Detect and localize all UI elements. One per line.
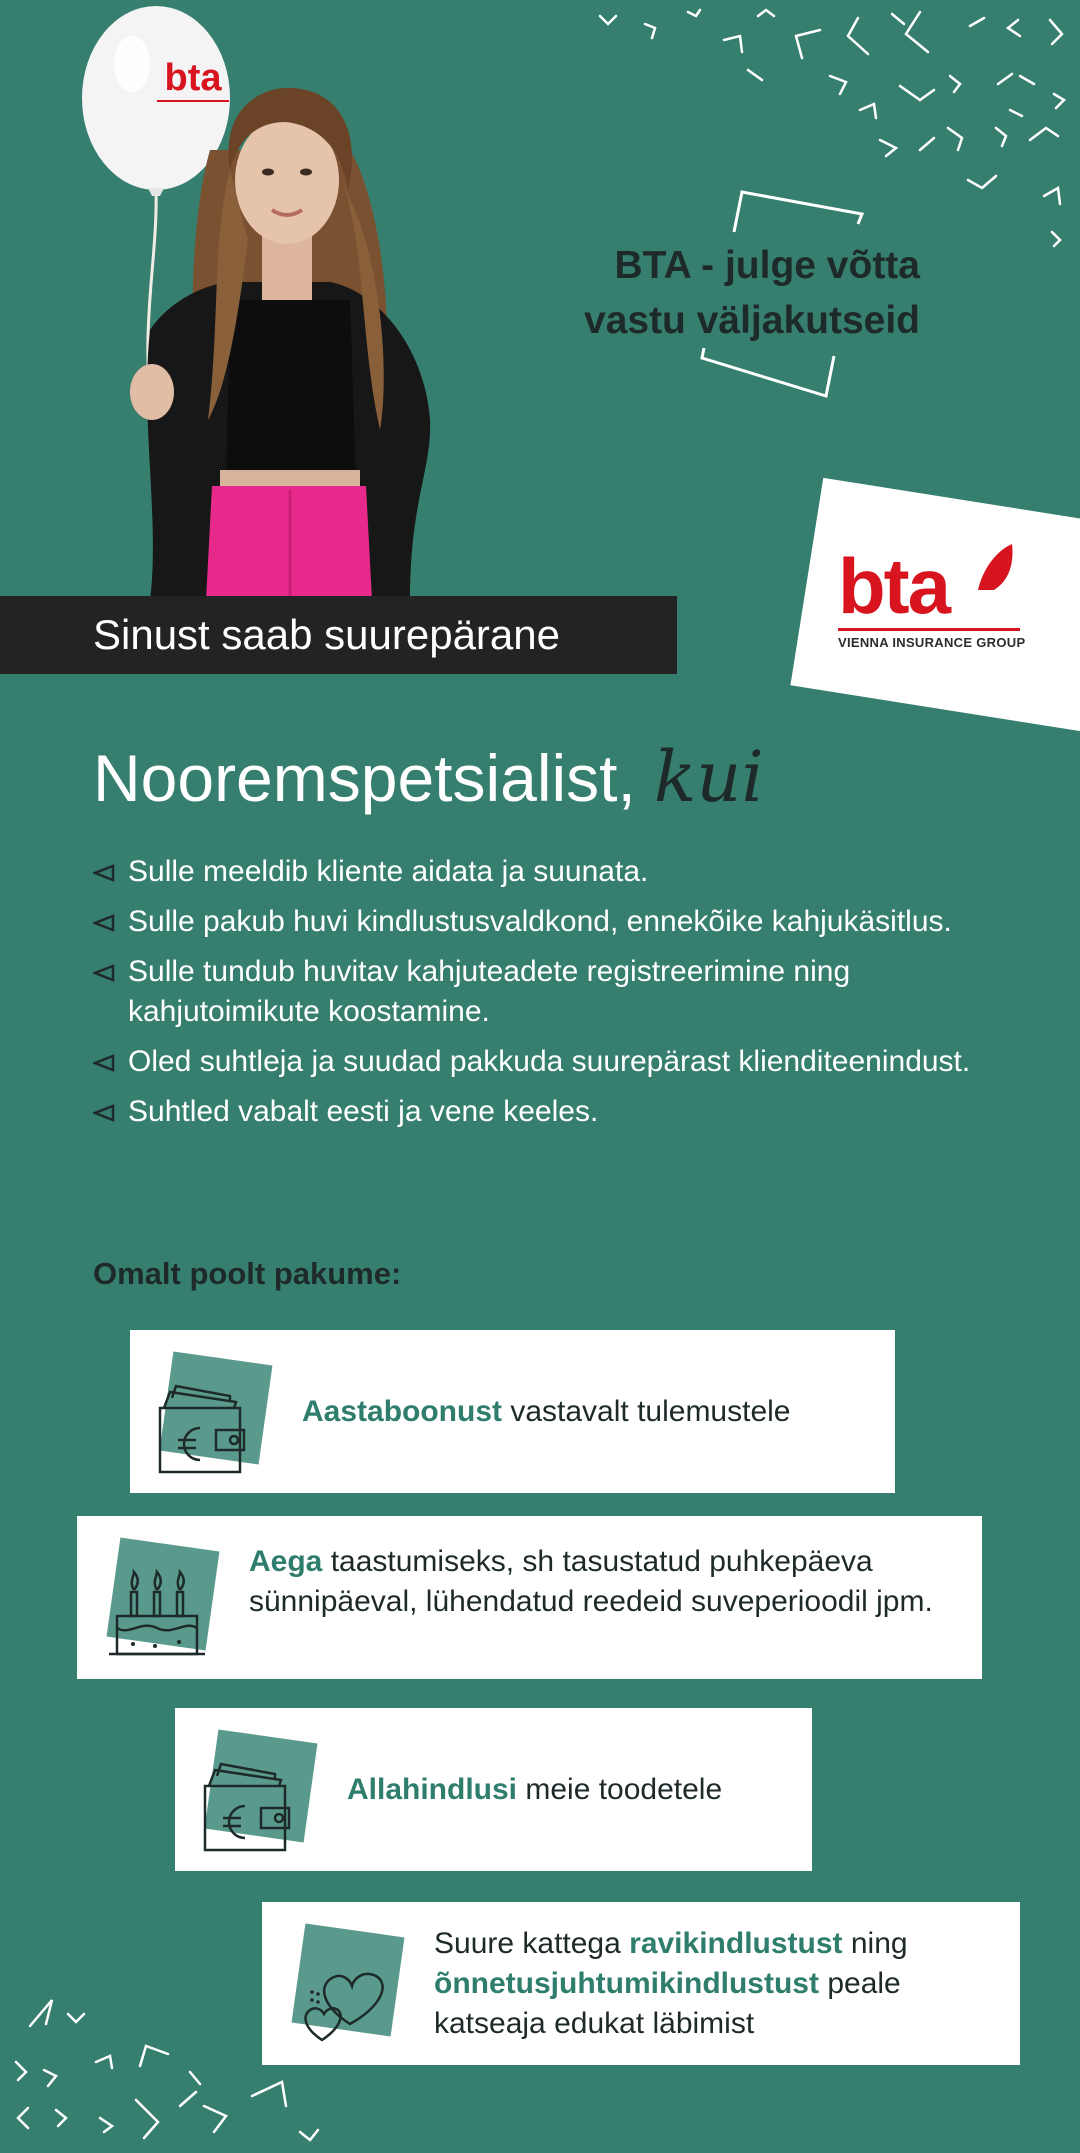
offer-card-discount	[175, 1708, 812, 1871]
triangle-bullet-icon	[93, 914, 115, 932]
offer-bonus-text	[302, 1392, 862, 1432]
offer-discount-rest: meie toodetele	[517, 1773, 723, 1806]
balloon-logo-text: bta	[164, 57, 222, 99]
logo-subtext: VIENNA INSURANCE GROUP	[838, 635, 1026, 650]
offer-time-bold: Aega	[249, 1545, 323, 1578]
offer-insurance-bold2: õnnetusjuhtumikindlustust	[434, 1967, 819, 2000]
offer-insurance-rest: peale katseaja edukat läbimist	[434, 1967, 901, 2040]
offer-card-time	[77, 1516, 982, 1679]
tagline-line2: vastu väljakutseid	[584, 299, 920, 342]
balloon-logo-line	[157, 100, 229, 102]
offer-card-insurance	[262, 1902, 1020, 2065]
job-title: Nooremspetsialist,	[93, 741, 636, 815]
offer-insurance-mid: ning	[842, 1927, 908, 1960]
requirement-text: Sulle tundub huvitav kahjuteadete registreerimine ning kahjutoimikute koostamine.	[128, 955, 851, 1028]
hearts-icon	[282, 1922, 407, 2052]
list-item	[93, 902, 993, 942]
offers-heading: Omalt poolt pakume:	[93, 1256, 402, 1291]
list-item	[93, 1042, 993, 1082]
list-item	[93, 1092, 993, 1132]
offer-bonus-bold: Aastaboonust	[302, 1395, 503, 1428]
birthday-cake-icon	[97, 1536, 222, 1666]
offer-insurance-bold1: ravikindlustust	[629, 1927, 843, 1960]
banner: Sinust saab suurepärane	[0, 596, 677, 674]
offer-card-bonus	[130, 1330, 895, 1493]
tagline-line1: BTA - julge võtta	[614, 244, 920, 287]
requirement-text: Sulle pakub huvi kindlustusvaldkond, ennekõike kahjukäsitlus.	[128, 905, 952, 938]
list-item	[93, 852, 993, 892]
hero-photo	[80, 0, 520, 600]
tagline	[490, 238, 920, 348]
triangle-bullet-icon	[93, 1104, 115, 1122]
wallet-euro-icon	[195, 1728, 320, 1858]
list-item	[93, 952, 993, 1032]
wallet-euro-icon	[150, 1350, 275, 1480]
offer-insurance-pre: Suure kattega	[434, 1927, 630, 1960]
logo-sail-icon	[974, 542, 1018, 592]
bta-logo	[838, 542, 1028, 650]
offer-insurance-text	[434, 1924, 994, 2044]
offer-time-rest: taastumiseks, sh tasustatud puhkepäeva sünnipäeval, lühendatud reedeid suveperioodil jpm.	[249, 1545, 933, 1618]
triangle-bullet-icon	[93, 1054, 115, 1072]
requirements-list	[93, 852, 993, 1142]
requirement-text: Oled suhtleja ja suudad pakkuda suurepärast klienditeenindust.	[128, 1045, 971, 1078]
script-word: kui	[653, 736, 764, 818]
requirement-text: Suhtled vabalt eesti ja vene keeles.	[128, 1095, 599, 1128]
requirement-text: Sulle meeldib kliente aidata ja suunata.	[128, 855, 649, 888]
job-title-heading	[93, 732, 764, 823]
logo-wordmark: bta	[838, 542, 949, 630]
offer-bonus-rest: vastavalt tulemustele	[502, 1395, 791, 1428]
balloon-logo	[148, 58, 238, 102]
triangle-bullet-icon	[93, 964, 115, 982]
offer-time-text	[249, 1542, 959, 1622]
offer-discount-text	[347, 1770, 787, 1810]
triangle-bullet-icon	[93, 864, 115, 882]
offer-discount-bold: Allahindlusi	[347, 1773, 518, 1806]
